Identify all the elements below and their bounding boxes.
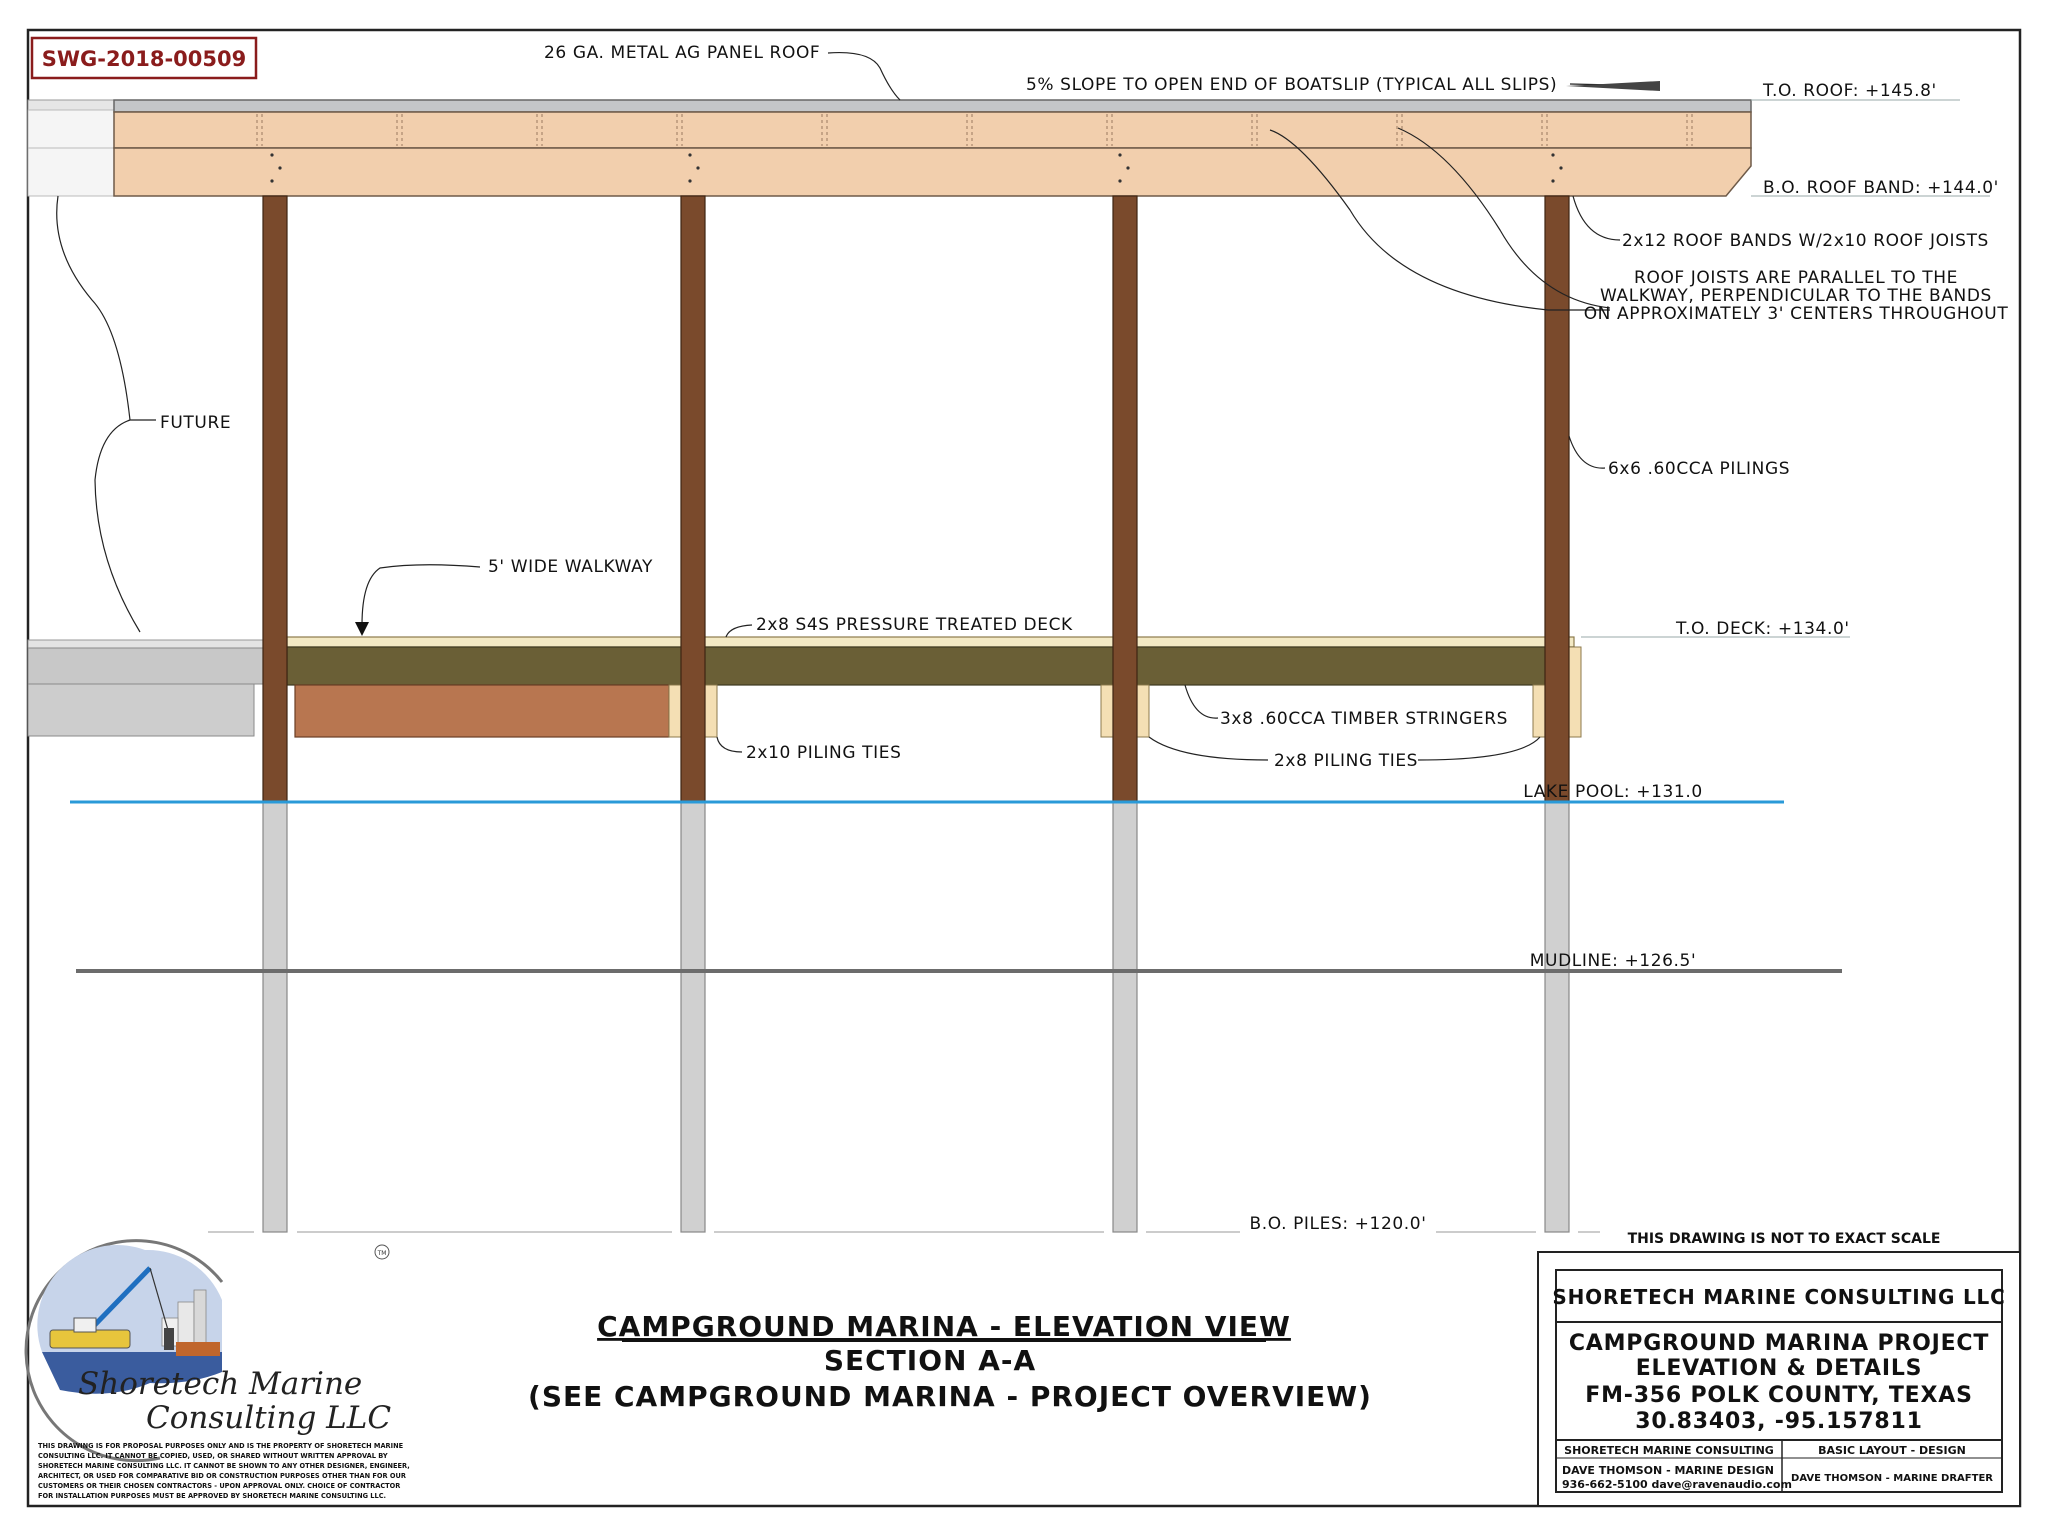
callout-deck: 2x8 S4S PRESSURE TREATED DECK	[756, 615, 1073, 635]
logo-crane-barge	[50, 1330, 130, 1348]
callout-ties-2x8: 2x8 PILING TIES	[1274, 751, 1419, 771]
piling-tie-2x8-c	[1101, 685, 1113, 737]
callout-roof-bands: 2x12 ROOF BANDS W/2x10 ROOF JOISTS	[1622, 231, 1989, 251]
elevation-top-of-deck: T.O. DECK: +134.0'	[1676, 619, 1850, 639]
piling-tie-2x8-d	[1137, 685, 1149, 737]
tm-mark: TM	[377, 1250, 387, 1257]
drawing-title-line3: (SEE CAMPGROUND MARINA - PROJECT OVERVIEW)	[528, 1380, 1372, 1413]
elevation-bottom-of-roof-band: B.O. ROOF BAND: +144.0'	[1763, 178, 1999, 198]
roof-band-lower	[114, 148, 1751, 196]
title-block-contact-line2: 936-662-5100 dave@ravenaudio.com	[1562, 1478, 1792, 1491]
elevation-lake-pool: LAKE POOL: +131.0	[1523, 782, 1703, 802]
callout-walkway: 5' WIDE WALKWAY	[488, 557, 654, 577]
title-block-cell-role: BASIC LAYOUT - DESIGN	[1818, 1444, 1966, 1457]
callout-roof-material: 26 GA. METAL AG PANEL ROOF	[544, 43, 821, 63]
piling-tie-2x8-e	[1533, 685, 1545, 737]
drawing-title-line1: CAMPGROUND MARINA - ELEVATION VIEW	[597, 1310, 1291, 1343]
pile-lower-4	[1545, 802, 1569, 1232]
existing-walkway-upper	[28, 648, 264, 684]
piling-1	[263, 196, 287, 802]
logo-text-line2: Consulting LLC	[146, 1400, 392, 1436]
title-block-contact-line1: DAVE THOMSON - MARINE DESIGN	[1562, 1464, 1774, 1477]
roof-band-upper	[114, 112, 1751, 148]
callout-roof-joists-line2: WALKWAY, PERPENDICULAR TO THE BANDS	[1600, 286, 1992, 306]
pile-lower-2	[681, 802, 705, 1232]
piling-4	[1545, 196, 1569, 802]
callout-roof-joists-line3: ON APPROXIMATELY 3' CENTERS THROUGHOUT	[1583, 304, 2009, 324]
pile-lower-3	[1113, 802, 1137, 1232]
drawing-number: SWG-2018-00509	[41, 47, 247, 71]
logo-building-1	[178, 1302, 194, 1346]
callout-stringers: 3x8 .60CCA TIMBER STRINGERS	[1220, 709, 1509, 729]
existing-roof-upper	[28, 110, 114, 148]
callout-roof-slope: 5% SLOPE TO OPEN END OF BOATSLIP (TYPICAL ALL SLIPS)	[1026, 75, 1558, 95]
disclaimer-line-1: THIS DRAWING IS FOR PROPOSAL PURPOSES ONLY AND IS THE PROPERTY OF SHORETECH MARINE	[38, 1442, 404, 1450]
metal-roof-panel	[114, 100, 1751, 112]
callout-future: FUTURE	[160, 413, 232, 433]
piling-3	[1113, 196, 1137, 802]
elevation-bottom-of-piles: B.O. PILES: +120.0'	[1249, 1214, 1427, 1234]
title-block-project-line3: FM-356 POLK COUNTY, TEXAS	[1585, 1383, 1973, 1408]
piling-tie-2x8-b	[705, 685, 717, 737]
existing-roof-top	[28, 100, 114, 110]
title-block-cell-company: SHORETECH MARINE CONSULTING	[1564, 1444, 1774, 1457]
piling-tie-2x8-a	[669, 685, 681, 737]
callout-pilings: 6x6 .60CCA PILINGS	[1608, 459, 1791, 479]
elevation-top-of-roof: T.O. ROOF: +145.8'	[1763, 81, 1937, 101]
logo-building-2	[194, 1290, 206, 1346]
scale-note: THIS DRAWING IS NOT TO EXACT SCALE	[1627, 1231, 1941, 1247]
disclaimer-line-3: SHORETECH MARINE CONSULTING LLC. IT CANNOT BE SHOWN TO ANY OTHER DESIGNER, ENGINEER,	[38, 1462, 410, 1470]
logo-text-line1: Shoretech Marine	[78, 1366, 363, 1402]
existing-walkway-lower	[28, 684, 254, 736]
title-block-company: SHORETECH MARINE CONSULTING LLC	[1552, 1285, 2006, 1309]
title-block	[1538, 1252, 2020, 1506]
title-block-project-line2: ELEVATION & DETAILS	[1635, 1356, 1923, 1381]
existing-walkway-top	[28, 640, 264, 648]
disclaimer-line-2: CONSULTING LLC. IT CANNOT BE COPIED, USED, OR SHARED WITHOUT WRITTEN APPROVAL BY	[38, 1452, 388, 1460]
piling-2	[681, 196, 705, 802]
title-block-drafter: DAVE THOMSON - MARINE DRAFTER	[1791, 1473, 1993, 1484]
logo-pile-driver	[164, 1328, 174, 1350]
callout-roof-joists-line1: ROOF JOISTS ARE PARALLEL TO THE	[1634, 268, 1958, 288]
existing-roof-lower	[28, 148, 114, 196]
drawing-title-line2: SECTION A-A	[823, 1344, 1037, 1377]
elevation-mudline: MUDLINE: +126.5'	[1529, 951, 1697, 971]
logo-tug	[176, 1342, 220, 1356]
piling-tie-2x8-f	[1569, 647, 1581, 737]
disclaimer-line-4: ARCHITECT, OR USED FOR COMPARATIVE BID OR CONSTRUCTION PURPOSES OTHER THAN FOR OUR	[38, 1472, 406, 1480]
logo-crane-cab	[74, 1318, 96, 1332]
piling-tie-2x10	[295, 685, 669, 737]
pile-lower-1	[263, 802, 287, 1232]
title-block-project-line4: 30.83403, -95.157811	[1635, 1409, 1923, 1434]
disclaimer-line-6: FOR INSTALLATION PURPOSES MUST BE APPROVED BY SHORETECH MARINE CONSULTING LLC.	[38, 1492, 387, 1500]
disclaimer-line-5: CUSTOMERS OR THEIR CHOSEN CONTRACTORS - UPON APPROVAL ONLY. CHOICE OF CONTRACTOR	[38, 1482, 401, 1490]
deck-boards	[287, 637, 1574, 647]
callout-ties-2x10: 2x10 PILING TIES	[746, 743, 902, 763]
timber-stringer	[287, 647, 1574, 685]
title-block-project-line1: CAMPGROUND MARINA PROJECT	[1568, 1331, 1990, 1356]
